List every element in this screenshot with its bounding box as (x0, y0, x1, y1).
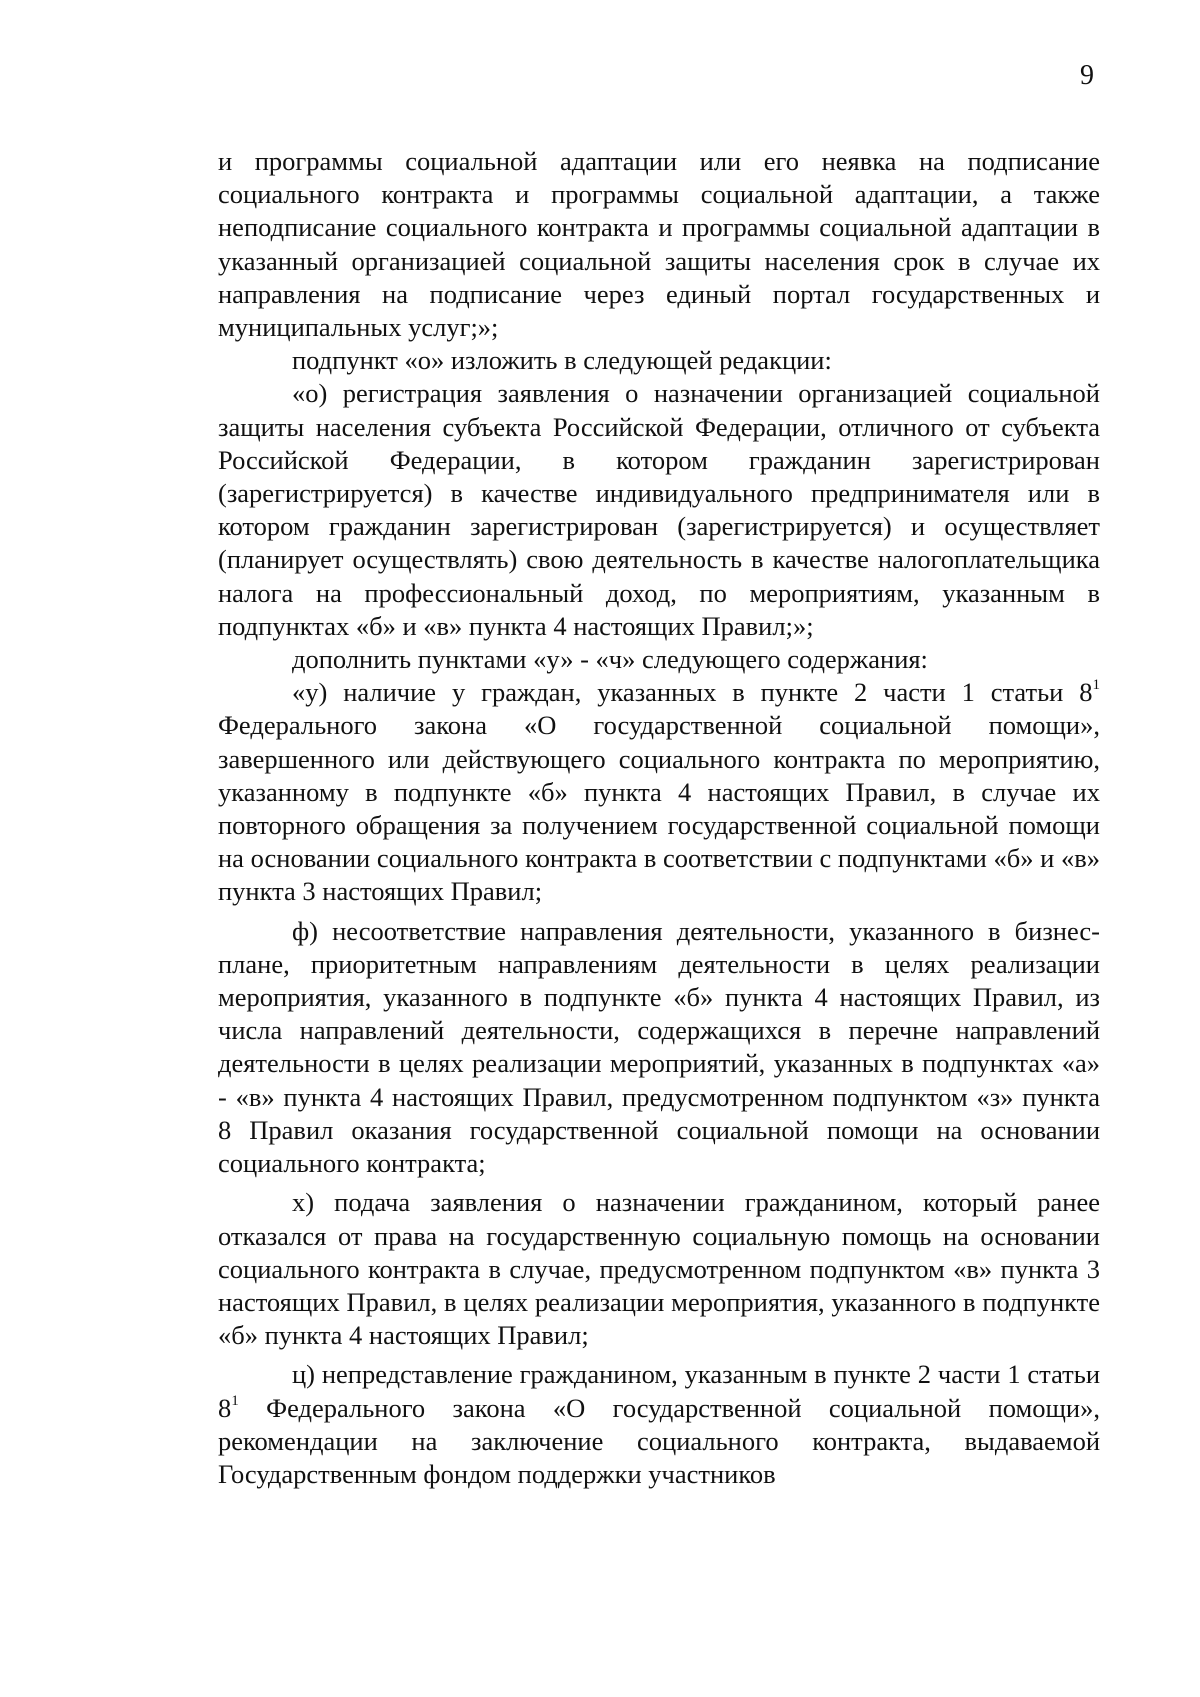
paragraph-continuation: и программы социальной адаптации или его неявка на подписание социального контракта и программы социальной адаптации, а также неподписание социального контракта и программы социальной адаптации в указанный организацией социальной защиты населения срок в случае их направления на подписание через единый портал государственных и муниципальных услуг;»; (218, 146, 1100, 343)
text-segment: Федерального закона «О государственной социальной помощи», завершенного или действующего социального контракта по мероприятию, указанному в подпункте «б» пункта 4 настоящих Правил, в случае их повторного обращения за получением государственной социальной помощи на основании социального контракта в соответствии с подпунктами «б» и «в» пункта 3 настоящих Правил; (218, 710, 1100, 907)
superscript: 1 (1092, 677, 1100, 694)
document-body (218, 145, 1100, 1491)
paragraph-instruction-o: подпункт «о» изложить в следующей редакции: (292, 345, 832, 376)
paragraph-subitem-o: «о) регистрация заявления о назначении организацией социальной защиты населения субъекта Российской Федерации, отличного от субъекта Российской Федерации, в котором гражданин зарегистрирован (зарегистрируется) в качестве индивидуального предпринимателя или в котором гражданин зарегистрирован (зарегистрируется) и осуществляет (планирует осуществлять) свою деятельность в качестве налогоплательщика налога на профессиональный доход, по мероприятиям, указанным в подпунктах «б» и «в» пункта 4 настоящих Правил;»; (218, 378, 1100, 641)
paragraph-subitem-ts (218, 1358, 1100, 1491)
text-segment: Федерального закона «О государственной социальной помощи», рекомендации на заключение социального контракта, выдаваемой Государственным фондом поддержки участников (218, 1392, 1100, 1489)
text-segment: «у) наличие у граждан, указанных в пункте 2 части 1 статьи 8 (292, 677, 1093, 708)
text-segment: ц) непредставление гражданином, указанным в пункте 2 части 1 статьи 8 (218, 1359, 1100, 1423)
paragraph-subitem-f: ф) несоответствие направления деятельности, указанного в бизнес-плане, приоритетным направлениям деятельности в целях реализации мероприятия, указанного в подпункте «б» пункта 4 настоящих Правил, из числа направлений деятельности, содержащихся в перечне направлений деятельности в целях реализации мероприятий, указанных в подпунктах «а» - «в» пункта 4 настоящих Правил, предусмотренном подпунктом «з» пункта 8 Правил оказания государственной социальной помощи на основании социального контракта; (218, 915, 1100, 1179)
paragraph-subitem-u (218, 676, 1100, 908)
page-number: 9 (1080, 60, 1094, 91)
paragraph-instruction-add: дополнить пунктами «у» - «ч» следующего содержания: (292, 644, 928, 675)
superscript: 1 (231, 1392, 239, 1409)
paragraph-subitem-h: х) подача заявления о назначении гражданином, который ранее отказался от права на государственную социальную помощь на основании социального контракта в случае, предусмотренном подпунктом «в» пункта 3 настоящих Правил, в целях реализации мероприятия, указанного в подпункте «б» пункта 4 настоящих Правил; (218, 1187, 1100, 1351)
